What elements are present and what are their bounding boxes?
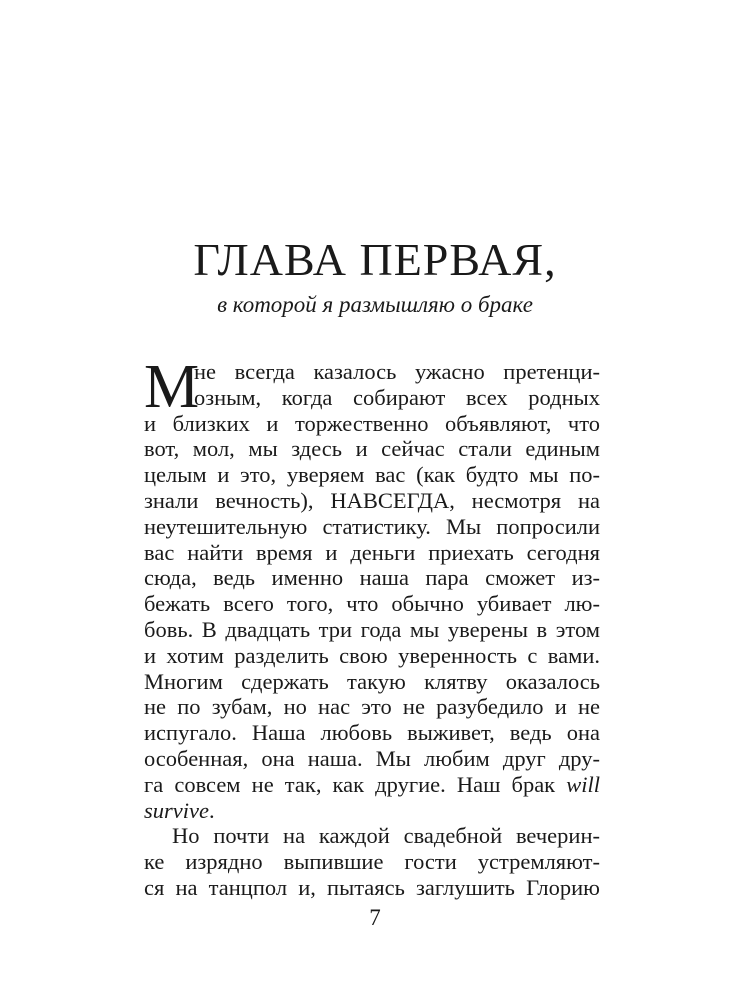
text-line: особенная, она наша. Мы любим друг дру- <box>144 745 600 771</box>
text-segment: . <box>208 797 215 823</box>
italic-word: survive <box>144 797 209 823</box>
text-line: неутешительную статистику. Мы попросили <box>144 513 600 539</box>
drop-cap: М <box>144 353 200 421</box>
text-line: ке изрядно выпившие гости устремляют- <box>144 849 600 875</box>
text-line-last <box>144 798 600 824</box>
text-line: испугало. Наша любовь выживет, ведь она <box>144 720 600 746</box>
text-line: не по зубам, но нас это не разубедило и не <box>144 694 600 720</box>
chapter-title: ГЛАВА ПЕРВАЯ, <box>193 234 557 285</box>
text-line: ся на танцпол и, пытаясь заглушить Глорию <box>144 874 600 900</box>
text-line: Но почти на каждой свадебной вечерин- <box>172 823 600 849</box>
text-line: вот, мол, мы здесь и сейчас стали единым <box>144 436 600 462</box>
italic-word: will <box>566 771 600 797</box>
text-line: и хотим разделить свою уверенность с вами. <box>144 642 600 668</box>
text-line: бежать всего того, что обычно убивает лю- <box>144 591 600 617</box>
text-line: знали вечность), НАВСЕГДА, несмотря на <box>144 487 600 513</box>
text-line: озным, когда собирают всех родных <box>194 384 600 410</box>
text-segment: га совсем не так, как другие. Наш брак <box>144 771 567 797</box>
text-line: целым и это, уверяем вас (как будто мы по- <box>144 462 600 488</box>
text-line: и близких и торжественно объявляют, что <box>144 410 600 436</box>
body-text <box>144 353 600 901</box>
chapter-subtitle: в которой я размышляю о браке <box>217 292 533 317</box>
page-number: 7 <box>369 905 381 930</box>
text-line-with-italic <box>144 772 600 798</box>
text-line: Многим сдержать такую клятву оказалось <box>144 668 600 694</box>
text-line: не всегда казалось ужасно претенци- <box>194 359 600 384</box>
text-line: сюда, ведь именно наша пара сможет из- <box>144 565 600 591</box>
text-line: вас найти время и деньги приехать сегодня <box>144 539 600 565</box>
text-line: бовь. В двадцать три года мы уверены в этом <box>144 616 600 642</box>
